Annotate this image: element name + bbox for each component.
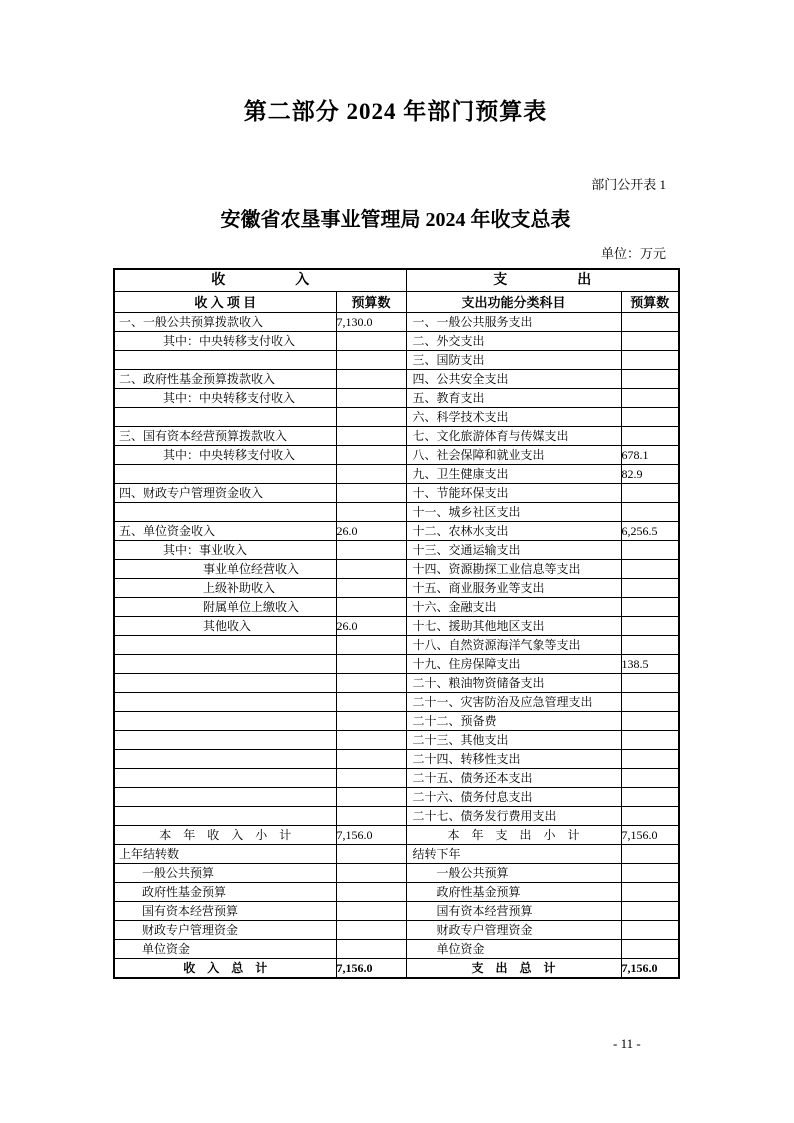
expense-item-cell: 十三、交通运输支出 [406, 541, 621, 560]
income-budget-cell [336, 845, 406, 864]
table-row [114, 693, 679, 712]
expense-item-cell: 二十五、债务还本支出 [406, 769, 621, 788]
table-row [114, 579, 679, 598]
income-budget-cell [336, 446, 406, 465]
table-row [114, 750, 679, 769]
income-budget-cell [336, 560, 406, 579]
expense-budget-cell [621, 788, 679, 807]
content-area [113, 97, 678, 979]
expense-budget-cell [621, 636, 679, 655]
expense-item-cell: 五、教育支出 [406, 389, 621, 408]
table-row [114, 370, 679, 389]
table-row [114, 484, 679, 503]
table-row [114, 788, 679, 807]
expense-item-cell: 十一、城乡社区支出 [406, 503, 621, 522]
expense-item-cell: 十七、援助其他地区支出 [406, 617, 621, 636]
table-row [114, 598, 679, 617]
income-budget-cell [336, 598, 406, 617]
expense-budget-cell [621, 408, 679, 427]
expense-budget-cell: 678.1 [621, 446, 679, 465]
expense-item-cell: 二十、粮油物资储备支出 [406, 674, 621, 693]
income-budget-cell [336, 503, 406, 522]
income-budget-cell [336, 636, 406, 655]
income-budget-cell: 26.0 [336, 522, 406, 541]
expense-budget-cell [621, 579, 679, 598]
table-row [114, 807, 679, 826]
expense-item-cell: 十、节能环保支出 [406, 484, 621, 503]
expense-budget-header: 预算数 [621, 292, 679, 313]
income-item-cell: 其中：中央转移支付收入 [114, 389, 336, 408]
income-item-cell: 事业单位经营收入 [114, 560, 336, 579]
expense-budget-cell [621, 883, 679, 902]
income-item-cell: 财政专户管理资金 [114, 921, 336, 940]
income-item-cell: 本 年 收 入 小 计 [114, 826, 336, 845]
income-budget-cell [336, 389, 406, 408]
table-row [114, 446, 679, 465]
income-budget-cell [336, 332, 406, 351]
expense-item-cell: 八、社会保障和就业支出 [406, 446, 621, 465]
expense-budget-cell [621, 389, 679, 408]
income-budget-cell [336, 788, 406, 807]
table-row [114, 541, 679, 560]
income-budget-cell [336, 807, 406, 826]
table-row [114, 427, 679, 446]
expense-budget-cell [621, 541, 679, 560]
expense-item-cell: 十九、住房保障支出 [406, 655, 621, 674]
expense-item-cell: 二十七、债务发行费用支出 [406, 807, 621, 826]
expense-budget-cell [621, 845, 679, 864]
part-title: 第二部分 2024 年部门预算表 [243, 99, 548, 124]
expense-item-cell: 七、文化旅游体育与传媒支出 [406, 427, 621, 446]
table-row [114, 522, 679, 541]
expense-budget-cell [621, 750, 679, 769]
table-row [114, 921, 679, 940]
expense-item-cell: 二十一、灾害防治及应急管理支出 [406, 693, 621, 712]
table-row [114, 465, 679, 484]
income-item-cell [114, 674, 336, 693]
table-row [114, 883, 679, 902]
expense-item-cell: 国有资本经营预算 [406, 902, 621, 921]
expense-item-cell: 二十三、其他支出 [406, 731, 621, 750]
income-budget-cell: 7,130.0 [336, 313, 406, 332]
income-item-cell: 上级补助收入 [114, 579, 336, 598]
table-row [114, 940, 679, 959]
income-item-cell [114, 503, 336, 522]
income-budget-cell [336, 674, 406, 693]
expense-group-header: 支 出 [406, 269, 679, 292]
expense-item-cell: 结转下年 [406, 845, 621, 864]
income-item-cell [114, 750, 336, 769]
income-budget-cell [336, 712, 406, 731]
expense-budget-cell [621, 693, 679, 712]
income-item-cell [114, 351, 336, 370]
expense-item-cell: 二十四、转移性支出 [406, 750, 621, 769]
expense-item-cell: 十四、资源勘探工业信息等支出 [406, 560, 621, 579]
income-item-cell [114, 731, 336, 750]
table-row [114, 769, 679, 788]
expense-budget-cell [621, 617, 679, 636]
expense-item-cell: 二十六、债务付息支出 [406, 788, 621, 807]
expense-item-cell: 三、国防支出 [406, 351, 621, 370]
expense-item-cell: 九、卫生健康支出 [406, 465, 621, 484]
table-row [114, 845, 679, 864]
expense-item-cell: 十六、金融支出 [406, 598, 621, 617]
table-row [114, 351, 679, 370]
expense-item-cell: 一、一般公共服务支出 [406, 313, 621, 332]
income-item-cell [114, 693, 336, 712]
expense-item-cell: 十五、商业服务业等支出 [406, 579, 621, 598]
expense-item-cell: 财政专户管理资金 [406, 921, 621, 940]
income-budget-cell [336, 921, 406, 940]
income-budget-cell [336, 370, 406, 389]
expense-budget-cell [621, 674, 679, 693]
income-budget-cell [336, 883, 406, 902]
income-item-cell [114, 636, 336, 655]
table-header [114, 269, 679, 313]
table-row [114, 560, 679, 579]
income-budget-cell [336, 465, 406, 484]
income-budget-cell [336, 541, 406, 560]
income-item-cell: 其中：中央转移支付收入 [114, 446, 336, 465]
income-item-cell [114, 788, 336, 807]
income-item-cell: 一、一般公共预算拨款收入 [114, 313, 336, 332]
income-budget-cell [336, 769, 406, 788]
expense-item-cell: 四、公共安全支出 [406, 370, 621, 389]
table-row [114, 674, 679, 693]
income-budget-cell [336, 351, 406, 370]
income-budget-cell: 26.0 [336, 617, 406, 636]
income-item-cell: 国有资本经营预算 [114, 902, 336, 921]
expense-budget-cell [621, 427, 679, 446]
expense-budget-cell [621, 864, 679, 883]
expense-budget-cell [621, 769, 679, 788]
expense-budget-cell: 82.9 [621, 465, 679, 484]
income-item-cell: 四、财政专户管理资金收入 [114, 484, 336, 503]
table-title: 安徽省农垦事业管理局 2024 年收支总表 [220, 209, 571, 231]
income-budget-cell [336, 902, 406, 921]
income-budget-cell: 7,156.0 [336, 826, 406, 845]
income-item-cell: 收 入 总 计 [114, 959, 336, 979]
expense-budget-cell [621, 902, 679, 921]
unit-label: 单位：万元 [600, 246, 666, 261]
income-item-cell [114, 465, 336, 484]
expense-budget-cell [621, 351, 679, 370]
expense-item-cell: 十二、农林水支出 [406, 522, 621, 541]
income-item-cell [114, 769, 336, 788]
expense-budget-cell [621, 598, 679, 617]
expense-item-cell: 二十二、预备费 [406, 712, 621, 731]
income-budget-header: 预算数 [336, 292, 406, 313]
expense-budget-cell [621, 712, 679, 731]
expense-budget-cell [621, 313, 679, 332]
table-row [114, 332, 679, 351]
income-budget-cell [336, 484, 406, 503]
income-item-cell: 其他收入 [114, 617, 336, 636]
income-budget-cell: 7,156.0 [336, 959, 406, 979]
table-row [114, 864, 679, 883]
income-budget-cell [336, 579, 406, 598]
income-item-cell [114, 655, 336, 674]
table-row [114, 389, 679, 408]
table-row [114, 712, 679, 731]
income-item-header: 收 入 项 目 [114, 292, 336, 313]
expense-budget-cell [621, 921, 679, 940]
expense-budget-cell [621, 503, 679, 522]
income-item-cell: 其中：事业收入 [114, 541, 336, 560]
table-row [114, 902, 679, 921]
page-number: - 11 - [613, 1036, 641, 1051]
expense-item-cell: 十八、自然资源海洋气象等支出 [406, 636, 621, 655]
budget-summary-table [113, 268, 680, 979]
group-header-row [114, 269, 679, 292]
expense-budget-cell [621, 940, 679, 959]
expense-item-cell: 政府性基金预算 [406, 883, 621, 902]
expense-item-cell: 二、外交支出 [406, 332, 621, 351]
income-budget-cell [336, 693, 406, 712]
table-row [114, 959, 679, 979]
income-item-cell: 附属单位上缴收入 [114, 598, 336, 617]
income-item-cell [114, 712, 336, 731]
table-row [114, 408, 679, 427]
expense-budget-cell: 7,156.0 [621, 959, 679, 979]
expense-item-cell: 六、科学技术支出 [406, 408, 621, 427]
expense-item-cell: 一般公共预算 [406, 864, 621, 883]
table-row [114, 731, 679, 750]
expense-budget-cell: 138.5 [621, 655, 679, 674]
column-header-row [114, 292, 679, 313]
income-item-cell [114, 408, 336, 427]
income-item-cell: 五、单位资金收入 [114, 522, 336, 541]
expense-budget-cell [621, 807, 679, 826]
expense-item-cell: 单位资金 [406, 940, 621, 959]
income-item-cell: 其中：中央转移支付收入 [114, 332, 336, 351]
income-budget-cell [336, 731, 406, 750]
income-budget-cell [336, 750, 406, 769]
table-row [114, 617, 679, 636]
expense-item-cell: 支 出 总 计 [406, 959, 621, 979]
expense-item-header: 支出功能分类科目 [406, 292, 621, 313]
income-item-cell: 一般公共预算 [114, 864, 336, 883]
table-row [114, 503, 679, 522]
table-row [114, 313, 679, 332]
expense-budget-cell [621, 370, 679, 389]
income-group-header: 收 入 [114, 269, 406, 292]
expense-budget-cell: 7,156.0 [621, 826, 679, 845]
expense-budget-cell: 6,256.5 [621, 522, 679, 541]
income-budget-cell [336, 864, 406, 883]
table-row [114, 636, 679, 655]
income-item-cell: 三、国有资本经营预算拨款收入 [114, 427, 336, 446]
income-budget-cell [336, 427, 406, 446]
expense-item-cell: 本 年 支 出 小 计 [406, 826, 621, 845]
expense-budget-cell [621, 332, 679, 351]
income-item-cell: 政府性基金预算 [114, 883, 336, 902]
budget-table-body [114, 313, 679, 979]
income-item-cell [114, 807, 336, 826]
table-disclosure-label: 部门公开表 1 [591, 177, 666, 192]
income-budget-cell [336, 408, 406, 427]
table-row [114, 655, 679, 674]
income-budget-cell [336, 655, 406, 674]
expense-budget-cell [621, 484, 679, 503]
expense-budget-cell [621, 731, 679, 750]
income-item-cell: 上年结转数 [114, 845, 336, 864]
expense-budget-cell [621, 560, 679, 579]
income-item-cell: 单位资金 [114, 940, 336, 959]
table-row [114, 826, 679, 845]
income-budget-cell [336, 940, 406, 959]
income-item-cell: 二、政府性基金预算拨款收入 [114, 370, 336, 389]
